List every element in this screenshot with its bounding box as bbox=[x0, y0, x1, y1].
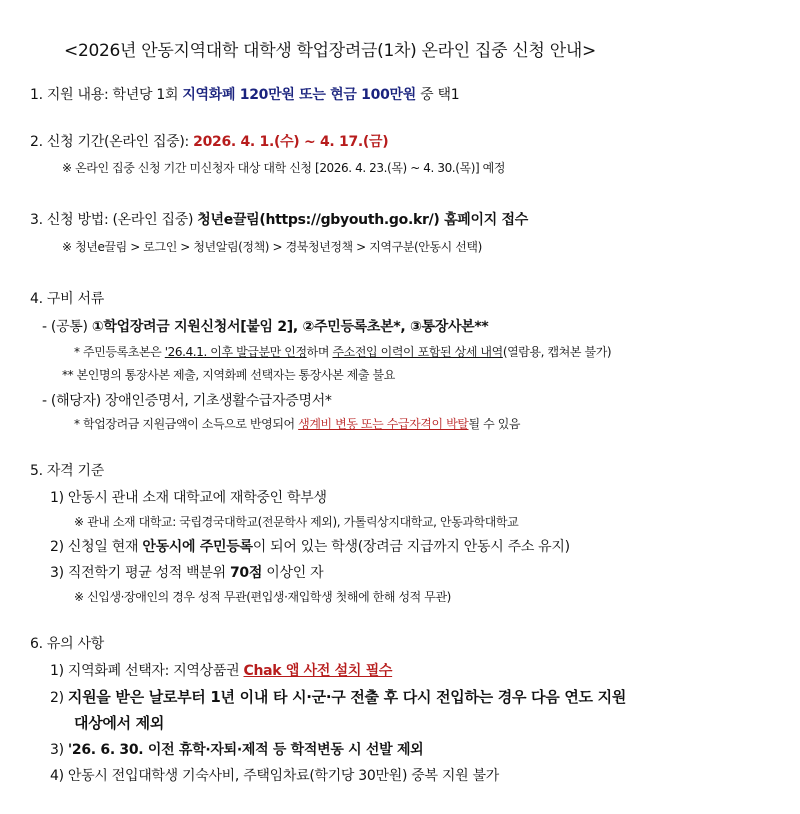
section-eligibility-heading: 5. 자격 기준 bbox=[30, 463, 104, 479]
common-label: - (공통) bbox=[42, 319, 92, 335]
item2-bold: 안동시에 주민등록 bbox=[142, 539, 253, 555]
period-dates: 2026. 4. 1.(수) ~ 4. 17.(금) bbox=[193, 134, 389, 150]
notes-item-1 bbox=[50, 660, 392, 680]
notes-item3-num: 3) bbox=[50, 742, 68, 758]
notes-item-2-line2: 대상에서 제외 bbox=[74, 714, 165, 732]
bankbook-note: ** 본인명의 통장사본 제출, 지역화폐 선택자는 통장사본 제출 불요 bbox=[62, 368, 395, 382]
method-note: ※ 청년e끌림 > 로그인 > 청년알림(정책) > 경북청년정책 > 지역구분(안동시 선택) bbox=[62, 240, 482, 254]
period-note: ※ 온라인 집중 신청 기간 미신청자 대상 대학 신청 [2026. 4. 23.(목) ~ 4. 30.(목)] 예정 bbox=[62, 161, 506, 175]
notes-item-2 bbox=[50, 686, 626, 707]
note3-warning: 생계비 변동 또는 수급자격이 박탈 bbox=[298, 417, 469, 431]
note1-issue-date: '26.4.1. 이후 발급분만 인정 bbox=[164, 345, 307, 359]
income-note bbox=[74, 415, 520, 432]
section-application-period bbox=[30, 131, 388, 151]
item2-text-b: 이 되어 있는 학생(장려금 지급까지 안동시 주소 유지) bbox=[252, 539, 570, 555]
notes-item3-text: '26. 6. 30. 이전 휴학·자퇴·제적 등 학적변동 시 선발 제외 bbox=[67, 742, 424, 758]
notes-item-4: 4) 안동시 전입대학생 기숙사비, 주택임차료(학기당 30만원) 중복 지원 불가 bbox=[50, 768, 499, 784]
note1-detail: 주소전입 이력이 포함된 상세 내역 bbox=[332, 345, 503, 359]
support-amount: 지역화폐 120만원 또는 현금 100만원 bbox=[182, 87, 416, 103]
eligibility-item-3-note: ※ 신입생·장애인의 경우 성적 무관(편입생·재입학생 첫해에 한해 성적 무관) bbox=[74, 590, 451, 604]
resident-registration-note bbox=[74, 343, 611, 360]
eligibility-item-3 bbox=[50, 562, 323, 582]
note1-text-c: (열람용, 캡쳐본 불가) bbox=[502, 345, 612, 359]
notes-item-3 bbox=[50, 739, 423, 759]
chak-app-requirement: Chak 앱 사전 설치 필수 bbox=[243, 663, 393, 679]
support-suffix: 중 택1 bbox=[415, 87, 460, 103]
item3-text-b: 이상인 자 bbox=[262, 565, 324, 581]
eligibility-item-1: 1) 안동시 관내 소재 대학교에 재학중인 학부생 bbox=[50, 490, 327, 506]
common-docs-list: ①학업장려금 지원신청서[붙임 2], ②주민등록초본*, ③통장사본** bbox=[91, 319, 489, 335]
note3-text-b: 될 수 있음 bbox=[468, 417, 521, 431]
item3-bold: 70점 bbox=[229, 565, 263, 581]
applicable-docs: - (해당자) 장애인증명서, 기초생활수급자증명서* bbox=[42, 393, 332, 409]
section-required-docs-heading: 4. 구비 서류 bbox=[30, 291, 104, 307]
eligibility-item-2 bbox=[50, 536, 570, 556]
notes-item1-text: 1) 지역화폐 선택자: 지역상품권 bbox=[50, 663, 244, 679]
notes-item2-line1: 지원을 받은 날로부터 1년 이내 타 시·군·구 전출 후 다시 전입하는 경우 다음 연도 지원 bbox=[67, 688, 627, 706]
notes-item2-num: 2) bbox=[50, 690, 68, 706]
method-website: 청년e끌림(https://gbyouth.go.kr/) 홈페이지 접수 bbox=[197, 212, 528, 228]
item2-text: 2) 신청일 현재 bbox=[50, 539, 143, 555]
note1-text-b: 하며 bbox=[306, 345, 333, 359]
support-label: 1. 지원 내용: 학년당 1회 bbox=[30, 87, 183, 103]
note1-text: * 주민등록초본은 bbox=[74, 345, 165, 359]
common-docs bbox=[42, 316, 488, 336]
method-label: 3. 신청 방법: (온라인 집중) bbox=[30, 212, 198, 228]
section-application-method bbox=[30, 209, 528, 229]
note3-text: * 학업장려금 지원금액이 소득으로 반영되어 bbox=[74, 417, 299, 431]
section-notes-heading: 6. 유의 사항 bbox=[30, 636, 104, 652]
item3-text: 3) 직전학기 평균 성적 백분위 bbox=[50, 565, 230, 581]
page-title: <2026년 안동지역대학 대학생 학업장려금(1차) 온라인 집중 신청 안내> bbox=[64, 41, 596, 61]
period-label: 2. 신청 기간(온라인 집중): bbox=[30, 134, 194, 150]
section-support-content bbox=[30, 84, 459, 104]
eligibility-item-1-note: ※ 관내 소재 대학교: 국립경국대학교(전문학사 제외), 가톨릭상지대학교, 안동과학대학교 bbox=[74, 515, 519, 529]
